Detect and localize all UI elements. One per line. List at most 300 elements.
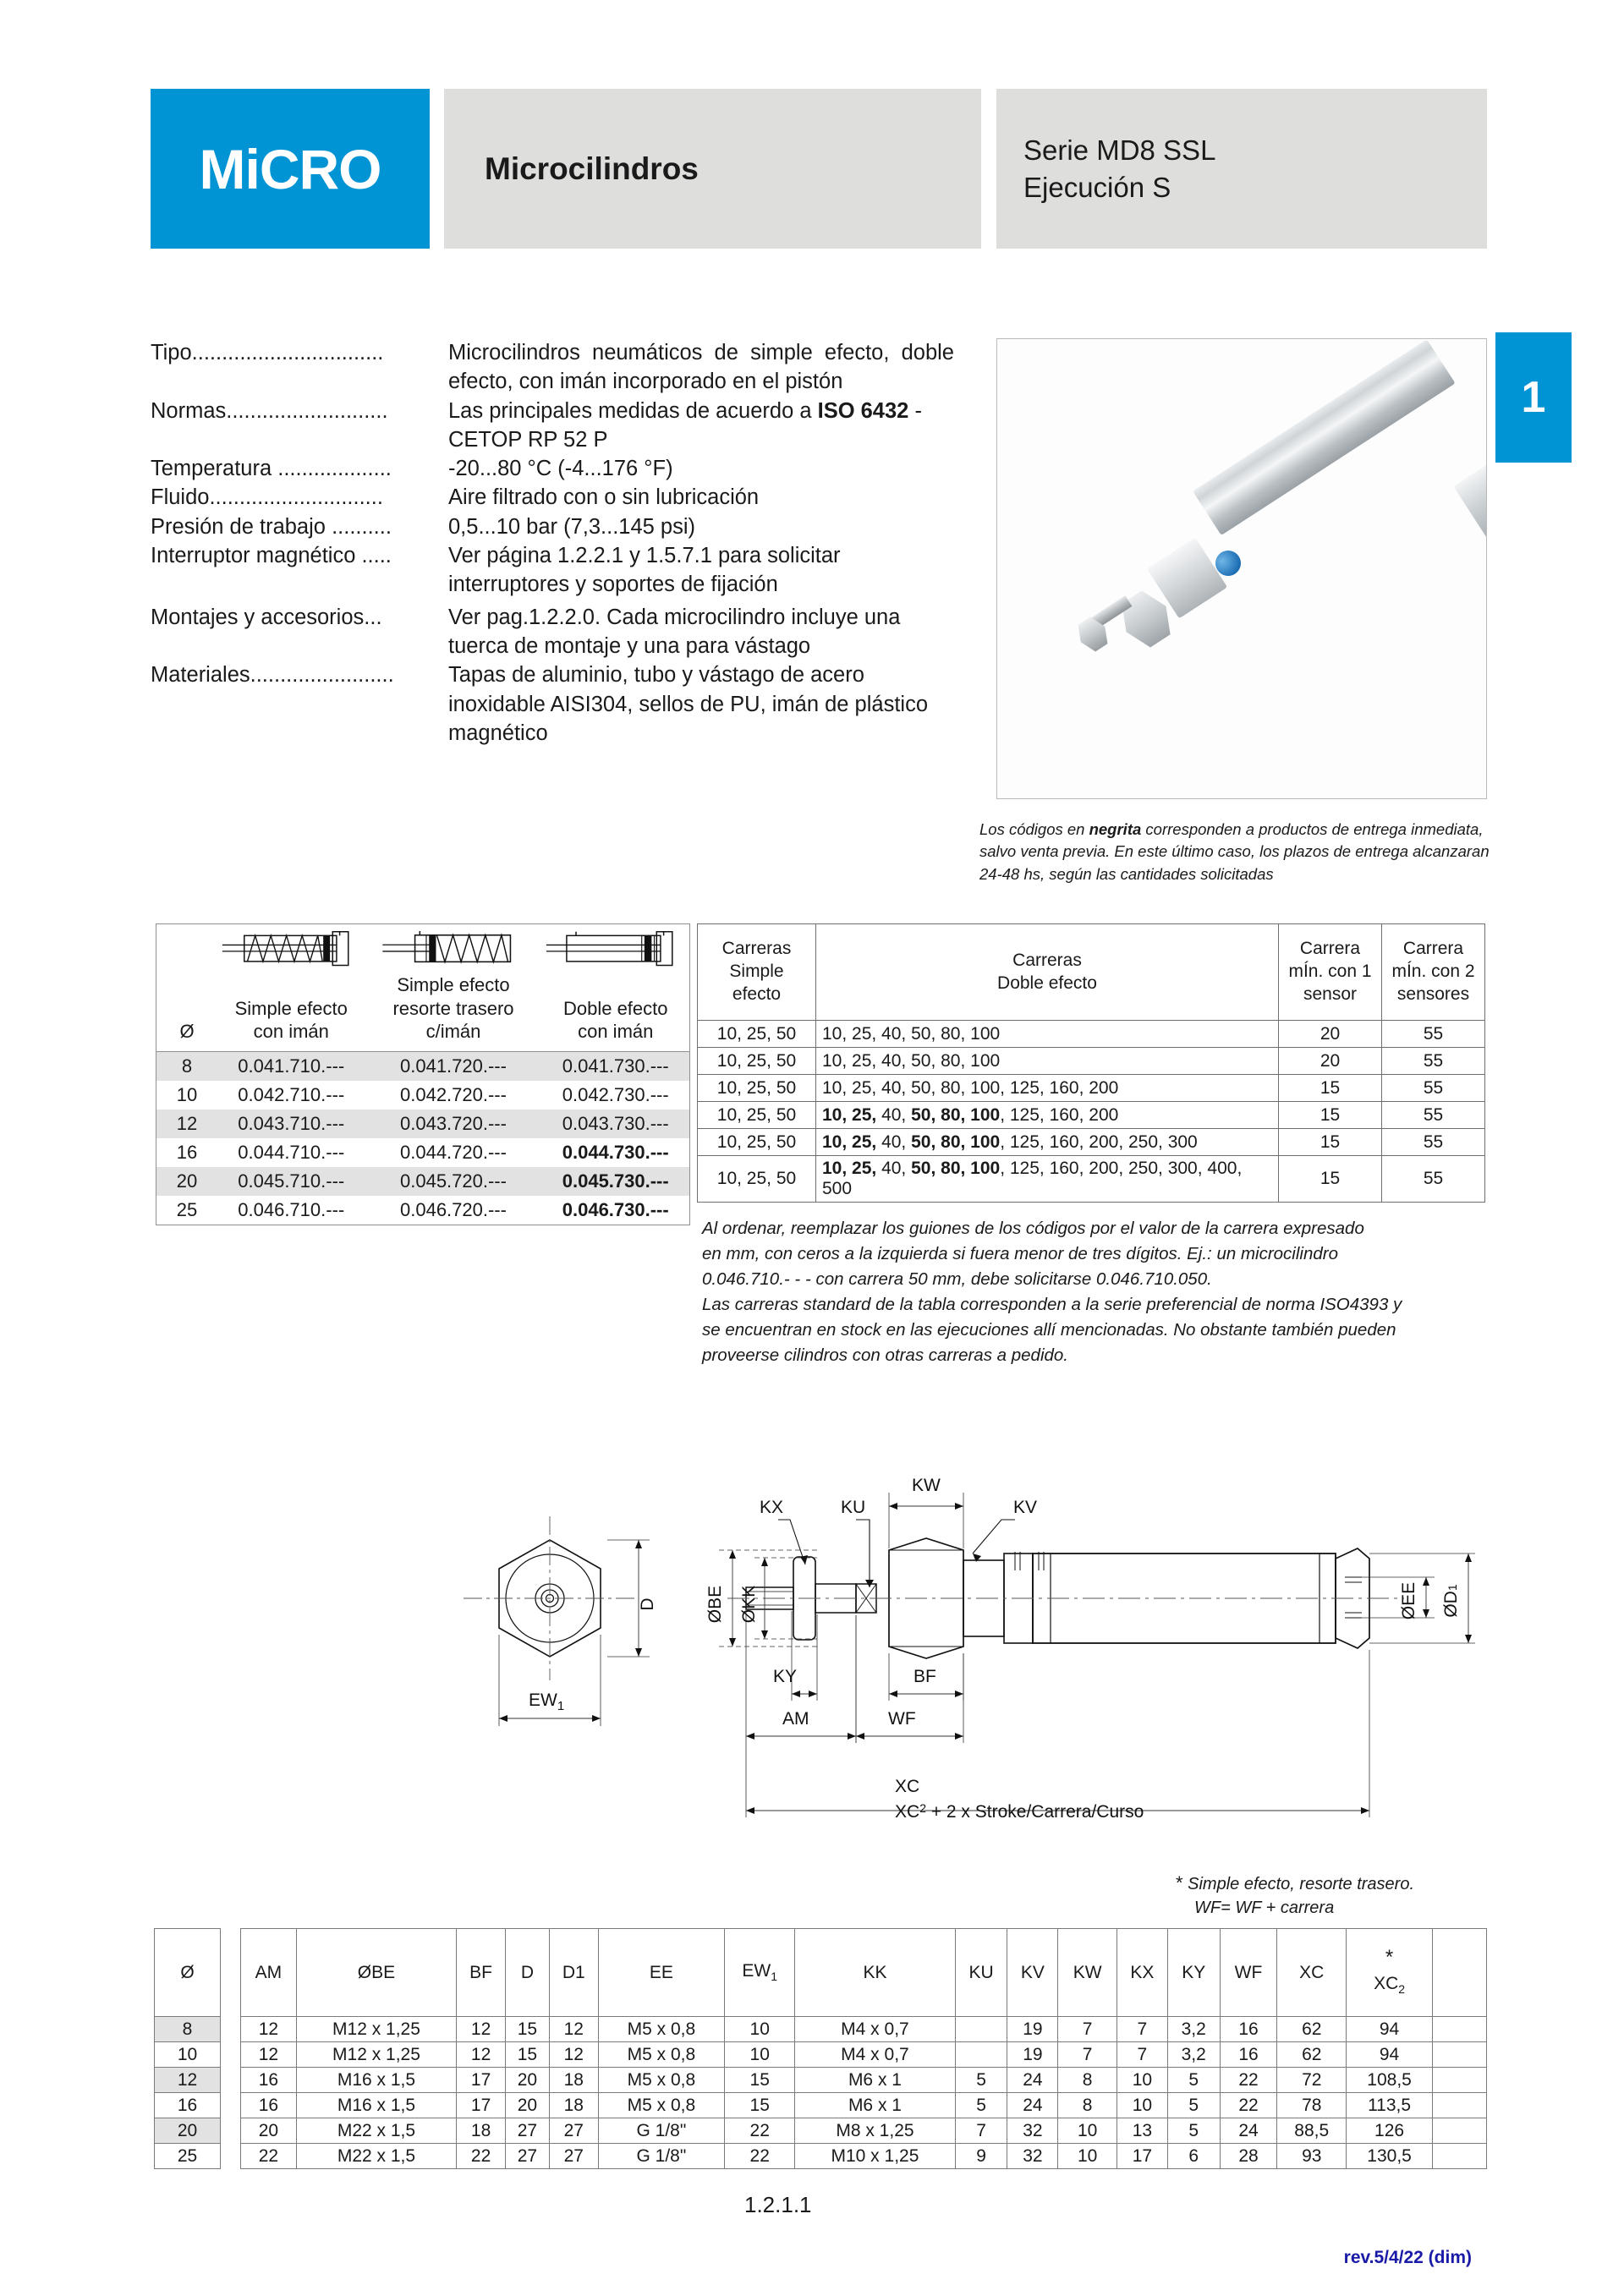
order-note-line: Al ordenar, reemplazar los guiones de los códigos por el valor de la carrera expresado bbox=[702, 1219, 1364, 1238]
cell-KX: 10 bbox=[1117, 2093, 1168, 2118]
spec-value-presion: 0,5...10 bar (7,3...145 psi) bbox=[448, 514, 696, 539]
code-table-body bbox=[156, 1051, 689, 1225]
cell-diameter: 16 bbox=[155, 2093, 221, 2118]
cell-D1: 18 bbox=[549, 2093, 598, 2118]
cell-XC: 62 bbox=[1277, 2017, 1347, 2042]
spec-value-montajes: Ver pag.1.2.2.0. Cada microcilindro incluye una tuerca de montaje y una para vástago bbox=[448, 605, 901, 658]
cell-OBE: M12 x 1,25 bbox=[296, 2042, 456, 2068]
dimension-OEE bbox=[1362, 1577, 1435, 1618]
table-row bbox=[156, 1138, 689, 1167]
spec-row-materiales bbox=[151, 660, 954, 748]
cell-D: 27 bbox=[505, 2144, 549, 2169]
strokes-table-header-row bbox=[698, 924, 1485, 1021]
spec-value-interruptor: Ver página 1.2.2.1 y 1.5.7.1 para solicitar interruptores y soportes de fijación bbox=[448, 544, 841, 597]
col-header-D1: D1 bbox=[549, 1929, 598, 2017]
cell-spacer bbox=[221, 2068, 241, 2093]
cell-D: 27 bbox=[505, 2118, 549, 2144]
table-row bbox=[698, 1102, 1485, 1129]
cell-AM: 12 bbox=[241, 2042, 297, 2068]
spec-row-normas bbox=[151, 397, 954, 455]
table-row bbox=[156, 1051, 689, 1081]
side-view bbox=[727, 1538, 1404, 1658]
strokes-table bbox=[697, 923, 1485, 1203]
order-note-line: proveerse cilindros con otras carreras a pedido. bbox=[702, 1345, 1068, 1365]
cell-KU: 7 bbox=[955, 2118, 1007, 2144]
footnote-line-2: WF= WF + carrera bbox=[1194, 1898, 1335, 1917]
cell-trailing bbox=[1433, 2017, 1487, 2042]
cell-simple-code: 0.042.710.--- bbox=[238, 1083, 345, 1105]
series-banner bbox=[996, 89, 1487, 249]
cell-EE: M5 x 0,8 bbox=[598, 2068, 725, 2093]
cell-WF: 22 bbox=[1220, 2093, 1277, 2118]
table-row bbox=[156, 1196, 689, 1225]
specifications-list bbox=[151, 338, 954, 748]
dimension-KY bbox=[792, 1611, 817, 1701]
cell-min-stroke-1: 15 bbox=[1279, 1156, 1382, 1203]
table-row bbox=[155, 2144, 1487, 2169]
dimensions-table bbox=[154, 1928, 1487, 2169]
cylinder-rear-cap bbox=[1453, 463, 1487, 540]
cell-double-code: 0.042.730.--- bbox=[562, 1083, 669, 1105]
col-header-min-stroke-1-sensor: Carrera mÍn. con 1 sensor bbox=[1279, 924, 1382, 1021]
cell-spacer bbox=[221, 2017, 241, 2042]
cell-simple-code: 0.045.710.--- bbox=[238, 1170, 345, 1192]
spec-label-fluido: Fluido............................. bbox=[151, 485, 383, 510]
spec-label-tipo: Tipo................................ bbox=[151, 341, 384, 364]
dimensional-drawing bbox=[423, 1476, 1506, 1873]
spec-label-interruptor: Interruptor magnético ..... bbox=[151, 544, 392, 568]
cell-double-code: 0.046.730.--- bbox=[562, 1198, 669, 1220]
spec-value-materiales: Tapas de aluminio, tubo y vástago de acero inoxidable AISI304, sellos de PU, imán de plástico magnético bbox=[448, 663, 929, 745]
col-header-diameter: Ø bbox=[155, 1929, 221, 2017]
spec-row-temperatura bbox=[151, 454, 954, 483]
table-row bbox=[155, 2068, 1487, 2093]
cell-KY: 3,2 bbox=[1167, 2042, 1220, 2068]
cell-double-strokes: 10, 25, 40, 50, 80, 100, 125, 160, 200 bbox=[816, 1102, 1279, 1129]
cell-WF: 24 bbox=[1220, 2118, 1277, 2144]
cell-AM: 16 bbox=[241, 2093, 297, 2118]
revision-label: rev.5/4/22 (dim) bbox=[1343, 2248, 1472, 2267]
cell-double-strokes: 10, 25, 40, 50, 80, 100, 125, 160, 200, 250, 300, 400, 500 bbox=[816, 1156, 1279, 1203]
cell-AM: 20 bbox=[241, 2118, 297, 2144]
cell-min-stroke-2: 55 bbox=[1382, 1102, 1485, 1129]
spec-label-normas: Normas........................... bbox=[151, 398, 388, 423]
cell-KU: 5 bbox=[955, 2068, 1007, 2093]
cell-AM: 16 bbox=[241, 2068, 297, 2093]
leader-KU bbox=[856, 1520, 874, 1587]
cell-KY: 5 bbox=[1167, 2118, 1220, 2144]
col-spacer bbox=[221, 1929, 241, 2017]
table-row bbox=[155, 2042, 1487, 2068]
col-header-simple-magnet: Simple efecto con imán bbox=[234, 997, 348, 1042]
cell-XC2: 130,5 bbox=[1347, 2144, 1433, 2169]
cell-XC: 62 bbox=[1277, 2042, 1347, 2068]
cell-spring-code: 0.045.720.--- bbox=[400, 1170, 507, 1192]
cell-XC: 78 bbox=[1277, 2093, 1347, 2118]
footnote-star: * bbox=[1176, 1872, 1183, 1893]
cell-XC2: 113,5 bbox=[1347, 2093, 1433, 2118]
cell-spring-code: 0.044.720.--- bbox=[400, 1141, 507, 1163]
cell-trailing bbox=[1433, 2042, 1487, 2068]
table-row bbox=[698, 1021, 1485, 1048]
cell-D1: 12 bbox=[549, 2017, 598, 2042]
cell-EE: G 1/8" bbox=[598, 2144, 725, 2169]
cell-simple-strokes: 10, 25, 50 bbox=[698, 1129, 816, 1156]
spec-row-montajes bbox=[151, 603, 954, 661]
cell-spacer bbox=[221, 2093, 241, 2118]
series-variant: Ejecución S bbox=[1023, 171, 1171, 203]
spec-label-temperatura: Temperatura ................... bbox=[151, 457, 392, 481]
symbol-single-acting-magnet bbox=[217, 924, 365, 970]
cell-KW: 8 bbox=[1058, 2068, 1117, 2093]
cell-AM: 12 bbox=[241, 2017, 297, 2042]
cell-trailing bbox=[1433, 2068, 1487, 2093]
col-header-KY: KY bbox=[1167, 1929, 1220, 2017]
spec-label-presion: Presión de trabajo .......... bbox=[151, 514, 392, 539]
cell-KU: 9 bbox=[955, 2144, 1007, 2169]
col-header-OBE: ØBE bbox=[296, 1929, 456, 2017]
cell-KV: 24 bbox=[1007, 2093, 1058, 2118]
cell-diameter: 25 bbox=[155, 2144, 221, 2169]
dimension-XC bbox=[746, 1650, 1369, 1817]
col-header-double-magnet: Doble efecto con imán bbox=[562, 997, 668, 1042]
dimensions-header-row bbox=[155, 1929, 1487, 2017]
cell-KK: M4 x 0,7 bbox=[795, 2017, 955, 2042]
cell-min-stroke-1: 20 bbox=[1279, 1048, 1382, 1075]
cell-WF: 28 bbox=[1220, 2144, 1277, 2169]
cell-KX: 10 bbox=[1117, 2068, 1168, 2093]
label-KU: KU bbox=[841, 1498, 866, 1517]
cell-KY: 6 bbox=[1167, 2144, 1220, 2169]
table-row bbox=[155, 2017, 1487, 2042]
col-header-min-stroke-2-sensors: Carrera mÍn. con 2 sensores bbox=[1382, 924, 1485, 1021]
cell-diameter: 8 bbox=[181, 1055, 193, 1077]
cell-min-stroke-2: 55 bbox=[1382, 1075, 1485, 1102]
cell-OBE: M22 x 1,5 bbox=[296, 2144, 456, 2169]
order-note-line: Las carreras standard de la tabla corresponden a la serie preferencial de norma ISO4393 y bbox=[702, 1294, 1402, 1314]
cell-BF: 17 bbox=[457, 2093, 506, 2118]
table-row bbox=[155, 2093, 1487, 2118]
cell-WF: 16 bbox=[1220, 2042, 1277, 2068]
code-table-header-row bbox=[156, 970, 689, 1051]
cell-OBE: M16 x 1,5 bbox=[296, 2093, 456, 2118]
col-header-XC2-label: $XC_2$ bbox=[1374, 1974, 1406, 1997]
cell-KX: 7 bbox=[1117, 2017, 1168, 2042]
cell-KY: 5 bbox=[1167, 2093, 1220, 2118]
col-header-D: D bbox=[505, 1929, 549, 2017]
cell-double-strokes: 10, 25, 40, 50, 80, 100 bbox=[816, 1021, 1279, 1048]
cell-min-stroke-2: 55 bbox=[1382, 1021, 1485, 1048]
cell-KW: 8 bbox=[1058, 2093, 1117, 2118]
cell-diameter: 20 bbox=[155, 2118, 221, 2144]
cell-D: 20 bbox=[505, 2093, 549, 2118]
table-row bbox=[156, 1081, 689, 1110]
cell-KK: M6 x 1 bbox=[795, 2093, 955, 2118]
cell-spring-code: 0.043.720.--- bbox=[400, 1112, 507, 1134]
col-header-simple-strokes: Carreras Simple efecto bbox=[698, 924, 816, 1021]
cell-KK: M4 x 0,7 bbox=[795, 2042, 955, 2068]
cell-min-stroke-2: 55 bbox=[1382, 1156, 1485, 1203]
cell-KY: 5 bbox=[1167, 2068, 1220, 2093]
col-header-trailing bbox=[1433, 1929, 1487, 2017]
col-header-KW: KW bbox=[1058, 1929, 1117, 2017]
cell-WF: 16 bbox=[1220, 2017, 1277, 2042]
cell-XC: 88,5 bbox=[1277, 2118, 1347, 2144]
label-OEE: ØEE bbox=[1399, 1581, 1418, 1620]
cell-XC2: 126 bbox=[1347, 2118, 1433, 2144]
cell-KK: M8 x 1,25 bbox=[795, 2118, 955, 2144]
cell-double-code: 0.044.730.--- bbox=[562, 1141, 669, 1163]
table-row bbox=[155, 2118, 1487, 2144]
symbol-double-acting-magnet bbox=[541, 924, 689, 970]
cell-KV: 24 bbox=[1007, 2068, 1058, 2093]
spec-value-normas: Las principales medidas de acuerdo a ISO 6432 - CETOP RP 52 P bbox=[448, 398, 922, 452]
col-header-BF: BF bbox=[457, 1929, 506, 2017]
label-D: D bbox=[638, 1597, 657, 1611]
label-KV: KV bbox=[1013, 1498, 1038, 1517]
cell-double-code: 0.041.730.--- bbox=[562, 1055, 669, 1077]
symbol-row bbox=[156, 924, 689, 970]
dimensions-body bbox=[155, 2017, 1487, 2169]
cell-OBE: M12 x 1,25 bbox=[296, 2017, 456, 2042]
cell-diameter: 25 bbox=[176, 1198, 198, 1220]
col-header-AM: AM bbox=[241, 1929, 297, 2017]
cell-simple-strokes: 10, 25, 50 bbox=[698, 1048, 816, 1075]
col-header-KX: KX bbox=[1117, 1929, 1168, 2017]
cell-KW: 10 bbox=[1058, 2144, 1117, 2169]
col-header-KK: KK bbox=[795, 1929, 955, 2017]
front-view bbox=[464, 1516, 636, 1680]
cell-EW1: 10 bbox=[725, 2042, 795, 2068]
label-OD1: ØD1 bbox=[1441, 1584, 1461, 1618]
order-note-line: se encuentran en stock en las ejecuciones allí mencionadas. No obstante también pueden bbox=[702, 1319, 1396, 1340]
rear-spring-symbol-icon bbox=[369, 931, 539, 968]
leader-KV bbox=[973, 1520, 1015, 1562]
spec-value-temperatura: -20...80 °C (-4...176 °F) bbox=[448, 457, 673, 481]
label-XC2-formula: $XC^2 + 2$ x Stroke/Carrera/Curso bbox=[895, 1801, 1144, 1822]
label-AM: AM bbox=[782, 1709, 809, 1729]
cell-KX: 7 bbox=[1117, 2042, 1168, 2068]
page-number: 1.2.1.1 bbox=[744, 2192, 812, 2217]
cell-trailing bbox=[1433, 2118, 1487, 2144]
cell-EW1: 15 bbox=[725, 2068, 795, 2093]
cell-EE: G 1/8" bbox=[598, 2118, 725, 2144]
col-header-diameter: Ø bbox=[179, 1021, 195, 1042]
label-EW1: $EW_1$ bbox=[529, 1690, 565, 1713]
col-header-XC2-star: * bbox=[1385, 1945, 1394, 1969]
cell-D1: 27 bbox=[549, 2144, 598, 2169]
spec-row-interruptor bbox=[151, 541, 954, 600]
cell-EE: M5 x 0,8 bbox=[598, 2017, 725, 2042]
cell-min-stroke-2: 55 bbox=[1382, 1048, 1485, 1075]
cell-simple-strokes: 10, 25, 50 bbox=[698, 1102, 816, 1129]
cell-simple-code: 0.044.710.--- bbox=[238, 1141, 345, 1163]
cell-spring-code: 0.041.720.--- bbox=[400, 1055, 507, 1077]
footnote-line-1: Simple efecto, resorte trasero. bbox=[1188, 1875, 1415, 1893]
cell-AM: 22 bbox=[241, 2144, 297, 2169]
cell-simple-strokes: 10, 25, 50 bbox=[698, 1075, 816, 1102]
cell-diameter: 10 bbox=[155, 2042, 221, 2068]
cell-double-strokes: 10, 25, 40, 50, 80, 100, 125, 160, 200 bbox=[816, 1075, 1279, 1102]
cell-spring-code: 0.046.720.--- bbox=[400, 1198, 507, 1220]
cell-KW: 7 bbox=[1058, 2042, 1117, 2068]
dimension-table-footnote bbox=[1176, 1871, 1497, 1920]
cell-KX: 17 bbox=[1117, 2144, 1168, 2169]
label-OBE: ØBE bbox=[705, 1585, 725, 1624]
table-row bbox=[698, 1129, 1485, 1156]
cell-spacer bbox=[221, 2144, 241, 2169]
cell-spacer bbox=[221, 2042, 241, 2068]
table-row bbox=[698, 1156, 1485, 1203]
cell-KW: 10 bbox=[1058, 2118, 1117, 2144]
col-header-KV: KV bbox=[1007, 1929, 1058, 2017]
cell-min-stroke-1: 15 bbox=[1279, 1129, 1382, 1156]
cell-D: 15 bbox=[505, 2042, 549, 2068]
cell-double-code: 0.045.730.--- bbox=[562, 1170, 669, 1192]
cell-D1: 12 bbox=[549, 2042, 598, 2068]
order-note-line: en mm, con ceros a la izquierda si fuera menor de tres dígitos. Ej.: un microcilindro bbox=[702, 1243, 1338, 1263]
cell-BF: 17 bbox=[457, 2068, 506, 2093]
symbol-single-acting-rear-spring bbox=[365, 924, 542, 970]
cell-D1: 18 bbox=[549, 2068, 598, 2093]
product-photo bbox=[996, 338, 1487, 799]
cell-simple-code: 0.046.710.--- bbox=[238, 1198, 345, 1220]
cell-OBE: M16 x 1,5 bbox=[296, 2068, 456, 2093]
spec-row-presion bbox=[151, 512, 954, 541]
cell-simple-code: 0.043.710.--- bbox=[238, 1112, 345, 1134]
symbol-cell-empty bbox=[156, 924, 217, 970]
section-tab-number: 1 bbox=[1521, 373, 1546, 422]
table-row bbox=[698, 1075, 1485, 1102]
spec-label-montajes: Montajes y accesorios... bbox=[151, 605, 382, 629]
cell-KV: 32 bbox=[1007, 2118, 1058, 2144]
cell-KV: 32 bbox=[1007, 2144, 1058, 2169]
ordering-instructions-note bbox=[702, 1216, 1489, 1368]
cell-min-stroke-1: 20 bbox=[1279, 1021, 1382, 1048]
label-KY: KY bbox=[773, 1667, 798, 1686]
cell-BF: 22 bbox=[457, 2144, 506, 2169]
table-row bbox=[156, 1167, 689, 1196]
spec-row-fluido bbox=[151, 483, 954, 512]
spec-value-fluido: Aire filtrado con o sin lubricación bbox=[448, 485, 760, 510]
col-header-EE: EE bbox=[598, 1929, 725, 2017]
spec-row-tipo bbox=[151, 338, 954, 397]
cell-diameter: 12 bbox=[176, 1112, 198, 1134]
col-header-XC: XC bbox=[1277, 1929, 1347, 2017]
cell-EW1: 10 bbox=[725, 2017, 795, 2042]
cell-KU bbox=[955, 2042, 1007, 2068]
cell-BF: 12 bbox=[457, 2042, 506, 2068]
cell-D: 20 bbox=[505, 2068, 549, 2093]
dimension-KW bbox=[889, 1493, 963, 1548]
spec-label-materiales: Materiales........................ bbox=[151, 663, 394, 688]
cell-min-stroke-1: 15 bbox=[1279, 1102, 1382, 1129]
cell-EE: M5 x 0,8 bbox=[598, 2042, 725, 2068]
cell-XC: 72 bbox=[1277, 2068, 1347, 2093]
label-KW: KW bbox=[912, 1476, 941, 1495]
cell-KU bbox=[955, 2017, 1007, 2042]
cell-diameter: 8 bbox=[155, 2017, 221, 2042]
cell-trailing bbox=[1433, 2144, 1487, 2169]
label-WF: WF bbox=[888, 1709, 916, 1729]
cell-XC: 93 bbox=[1277, 2144, 1347, 2169]
label-XC: XC bbox=[895, 1777, 920, 1796]
cell-diameter: 10 bbox=[176, 1083, 198, 1105]
cell-KY: 3,2 bbox=[1167, 2017, 1220, 2042]
cell-XC2: 108,5 bbox=[1347, 2068, 1433, 2093]
cell-KV: 19 bbox=[1007, 2042, 1058, 2068]
brand-logo-text: MiCRO bbox=[199, 137, 381, 200]
cell-simple-code: 0.041.710.--- bbox=[238, 1055, 345, 1077]
cell-EW1: 22 bbox=[725, 2118, 795, 2144]
page-title-banner bbox=[444, 89, 981, 249]
label-KX: KX bbox=[760, 1498, 784, 1517]
cell-double-strokes: 10, 25, 40, 50, 80, 100 bbox=[816, 1048, 1279, 1075]
cell-D1: 27 bbox=[549, 2118, 598, 2144]
col-header-XC2 bbox=[1347, 1929, 1433, 2017]
cell-KK: M10 x 1,25 bbox=[795, 2144, 955, 2169]
cylinder-barrel bbox=[1193, 339, 1456, 535]
order-note-line: 0.046.710.- - - con carrera 50 mm, debe solicitarse 0.046.710.050. bbox=[702, 1269, 1212, 1289]
cell-BF: 12 bbox=[457, 2017, 506, 2042]
cell-EW1: 22 bbox=[725, 2144, 795, 2169]
cell-OBE: M22 x 1,5 bbox=[296, 2118, 456, 2144]
cell-XC2: 94 bbox=[1347, 2042, 1433, 2068]
page-title: Microcilindros bbox=[485, 151, 699, 186]
cell-min-stroke-1: 15 bbox=[1279, 1075, 1382, 1102]
cell-diameter: 16 bbox=[176, 1141, 198, 1163]
cell-KW: 7 bbox=[1058, 2017, 1117, 2042]
cell-KX: 13 bbox=[1117, 2118, 1168, 2144]
strokes-table-body bbox=[698, 1021, 1485, 1203]
cell-EW1: 15 bbox=[725, 2093, 795, 2118]
col-header-simple-rear-spring: Simple efecto resorte trasero c/imán bbox=[392, 974, 514, 1042]
col-header-KU: KU bbox=[955, 1929, 1007, 2017]
cell-simple-strokes: 10, 25, 50 bbox=[698, 1156, 816, 1203]
spec-value-tipo: Microcilindros neumáticos de simple efecto, doble efecto, con imán incorporado en el pistón bbox=[448, 341, 954, 394]
order-codes-table bbox=[156, 923, 690, 1225]
double-acting-symbol-icon bbox=[545, 931, 686, 968]
cell-simple-strokes: 10, 25, 50 bbox=[698, 1021, 816, 1048]
table-row bbox=[156, 1110, 689, 1138]
cell-D: 15 bbox=[505, 2017, 549, 2042]
brand-logo bbox=[151, 89, 430, 249]
single-acting-spring-symbol-icon bbox=[221, 931, 362, 968]
label-BF: BF bbox=[914, 1667, 936, 1686]
drawing-canvas bbox=[423, 1476, 1506, 1873]
cell-diameter: 12 bbox=[155, 2068, 221, 2093]
cell-WF: 22 bbox=[1220, 2068, 1277, 2093]
cell-spacer bbox=[221, 2118, 241, 2144]
cell-trailing bbox=[1433, 2093, 1487, 2118]
cell-BF: 18 bbox=[457, 2118, 506, 2144]
cell-KK: M6 x 1 bbox=[795, 2068, 955, 2093]
col-header-EW1: $EW_1$ bbox=[725, 1929, 795, 2017]
table-row bbox=[698, 1048, 1485, 1075]
cell-double-strokes: 10, 25, 40, 50, 80, 100, 125, 160, 200, 250, 300 bbox=[816, 1129, 1279, 1156]
label-OKK: ØKK bbox=[739, 1585, 759, 1624]
cell-XC2: 94 bbox=[1347, 2017, 1433, 2042]
cell-double-code: 0.043.730.--- bbox=[562, 1112, 669, 1134]
series-name: Serie MD8 SSL bbox=[1023, 134, 1216, 166]
cell-EE: M5 x 0,8 bbox=[598, 2093, 725, 2118]
cell-KV: 19 bbox=[1007, 2017, 1058, 2042]
col-header-double-strokes: Carreras Doble efecto bbox=[816, 924, 1279, 1021]
cell-diameter: 20 bbox=[176, 1170, 198, 1192]
bold-codes-note: Los códigos en negrita corresponden a productos de entrega inmediata, salvo venta previa. En este último caso, los plazos de entrega alcanzaran 24-48 hs, según las cantidades solicitadas bbox=[979, 820, 1490, 883]
cell-KU: 5 bbox=[955, 2093, 1007, 2118]
cell-min-stroke-2: 55 bbox=[1382, 1129, 1485, 1156]
